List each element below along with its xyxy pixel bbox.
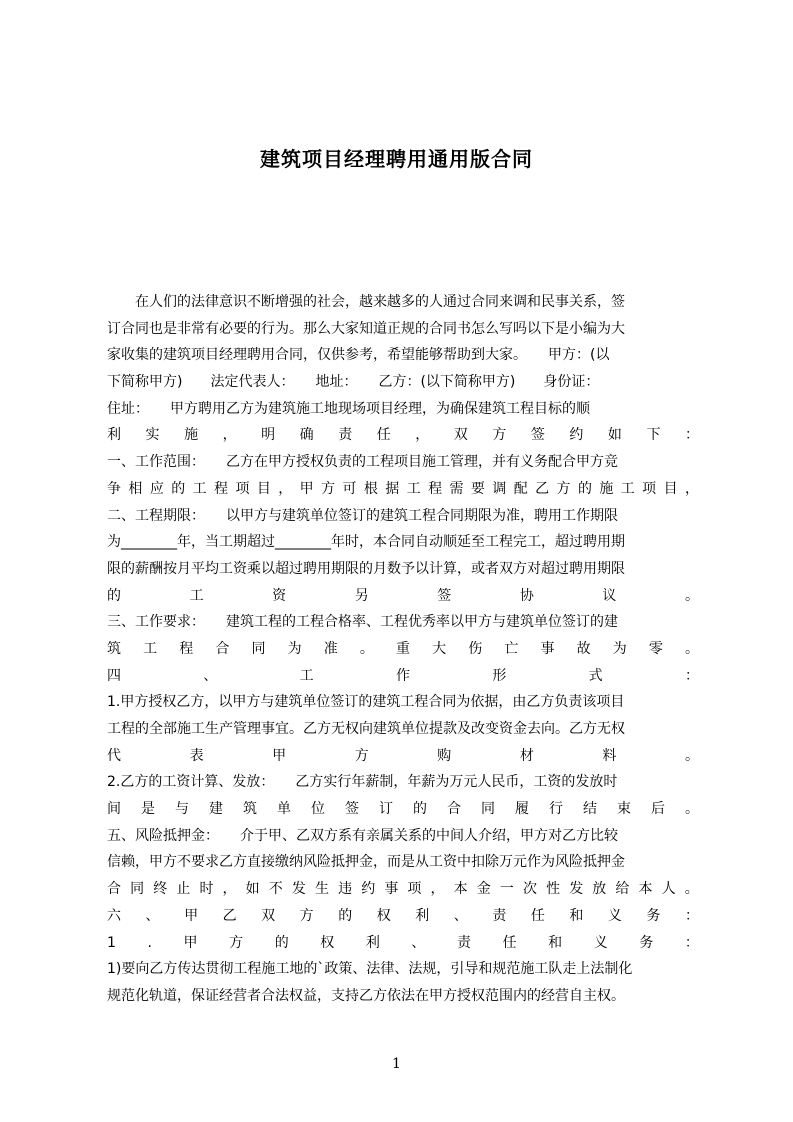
line-character: 乙 bbox=[535, 480, 550, 497]
line-character: 确 bbox=[299, 427, 314, 444]
line-character: 务 bbox=[639, 934, 654, 951]
line-character: 根 bbox=[363, 480, 378, 497]
paragraph-line: 订合同也是非常有必要的行为。那么大家知道正规的合同书怎么写吗以下是小编为大 bbox=[107, 320, 625, 337]
line-character: 四 bbox=[107, 667, 121, 684]
section-heading-line: 五、风险抵押金： 介于甲、乙双方系有亲属关系的中间人介绍，甲方对乙方比较 bbox=[107, 827, 618, 844]
line-character: 料 bbox=[602, 747, 617, 764]
line-character: 义 bbox=[593, 934, 608, 951]
line-character: 乙 bbox=[222, 907, 237, 924]
line-character: 施 bbox=[184, 427, 199, 444]
paragraph-line: 为________年，当工期超过________年时，本合同自动顺延至工程完工，超过聘用期 bbox=[107, 534, 625, 551]
line-character: 事 bbox=[384, 881, 399, 898]
paragraph-line: 家收集的建筑项目经理聘用合同，仅供参考，希望能够帮助到大家。 甲方：(以 bbox=[107, 347, 610, 364]
section-heading-line bbox=[107, 903, 699, 930]
line-character: 终 bbox=[153, 881, 168, 898]
line-character: 双 bbox=[261, 907, 276, 924]
line-character: 1 bbox=[107, 934, 116, 951]
line-character: 。 bbox=[685, 801, 699, 818]
line-character: 责 bbox=[492, 907, 507, 924]
section-heading-line: 二、工程期限： 以甲方与建筑单位签订的建筑工程合同期限为准，聘用工作期限 bbox=[107, 507, 618, 524]
justified-line bbox=[107, 876, 699, 903]
line-character: 实 bbox=[145, 427, 160, 444]
line-character: 式 bbox=[588, 667, 603, 684]
line-character: 的 bbox=[413, 801, 427, 818]
line-character: 项 bbox=[642, 480, 657, 497]
line-character: 约 bbox=[569, 427, 584, 444]
line-character: 程 bbox=[214, 480, 229, 497]
line-character: 位 bbox=[311, 801, 325, 818]
line-character: 据 bbox=[385, 480, 400, 497]
line-character: 双 bbox=[453, 427, 468, 444]
line-character: 形 bbox=[492, 667, 507, 684]
line-character: 工 bbox=[406, 480, 421, 497]
justified-line bbox=[107, 743, 699, 770]
line-character: 。 bbox=[684, 881, 699, 898]
line-character: 发 bbox=[569, 881, 584, 898]
line-character: 议 bbox=[602, 587, 617, 604]
line-character: 和 bbox=[569, 907, 584, 924]
line-character: 工 bbox=[299, 667, 314, 684]
line-character: 结 bbox=[583, 801, 597, 818]
line-character: 准 bbox=[323, 640, 338, 657]
line-character: 、 bbox=[203, 667, 218, 684]
line-character: 方 bbox=[354, 747, 369, 764]
line-character: 大 bbox=[432, 640, 447, 657]
line-character: 任 bbox=[376, 427, 391, 444]
line-character: 本 bbox=[453, 881, 468, 898]
line-character: 是 bbox=[141, 801, 155, 818]
line-character: 次 bbox=[522, 881, 537, 898]
line-character: 签 bbox=[437, 587, 452, 604]
line-character: 表 bbox=[189, 747, 204, 764]
line-character: 本 bbox=[638, 881, 653, 898]
justified-line bbox=[107, 796, 699, 823]
line-character: 零 bbox=[648, 640, 663, 657]
line-character: 利 bbox=[107, 427, 121, 444]
paragraph-line: 在人们的法律意识不断增强的社会，越来越多的人通过合同来调和民事关系，签 bbox=[107, 294, 625, 310]
line-character: 相 bbox=[128, 480, 143, 497]
line-character: 不 bbox=[268, 881, 283, 898]
line-character: 和 bbox=[548, 934, 563, 951]
line-character: 止 bbox=[176, 881, 191, 898]
line-character: 义 bbox=[607, 907, 622, 924]
line-character: 合 bbox=[107, 881, 121, 898]
paragraph-line: 限的薪酬按月平均工资乘以超过聘用期限的月数予以计算，或者双方对超过聘用期限 bbox=[107, 560, 625, 577]
line-character: 合 bbox=[215, 640, 230, 657]
line-character: 作 bbox=[395, 667, 410, 684]
line-character: 应 bbox=[149, 480, 164, 497]
line-character: ， bbox=[222, 427, 237, 444]
line-character: 签 bbox=[530, 427, 545, 444]
line-character: . bbox=[147, 934, 152, 951]
line-character: ： bbox=[684, 667, 699, 684]
line-character: 方 bbox=[229, 934, 244, 951]
line-character: 亡 bbox=[504, 640, 519, 657]
line-character: 人 bbox=[661, 881, 676, 898]
section-heading-line bbox=[107, 930, 699, 957]
line-character: 方 bbox=[556, 480, 571, 497]
line-character: 任 bbox=[502, 934, 517, 951]
line-character: 一 bbox=[499, 881, 514, 898]
line-character: 合 bbox=[447, 801, 461, 818]
document-body bbox=[107, 289, 699, 1010]
line-character: 方 bbox=[321, 480, 336, 497]
line-character: 方 bbox=[492, 427, 507, 444]
document-title: 建筑项目经理聘用通用版合同 bbox=[260, 147, 533, 171]
line-character: 金 bbox=[476, 881, 491, 898]
line-character: 如 bbox=[245, 881, 260, 898]
paragraph-line: 工程的全部施工生产管理事宜。乙方无权向建筑单位提款及改变资金去向。乙方无权 bbox=[107, 721, 625, 737]
line-character: 利 bbox=[415, 907, 430, 924]
line-character: 筑 bbox=[107, 640, 121, 657]
line-character: 责 bbox=[457, 934, 471, 951]
line-character: 需 bbox=[449, 480, 464, 497]
line-character: 配 bbox=[513, 480, 528, 497]
line-character: 、 bbox=[145, 907, 160, 924]
section-heading-line bbox=[107, 663, 699, 690]
line-character: 筑 bbox=[243, 801, 257, 818]
line-character: 后 bbox=[651, 801, 665, 818]
paragraph-line: 下简称甲方) 法定代表人： 地址： 乙方：(以下简称甲方) 身份证： bbox=[107, 374, 600, 391]
line-character: 协 bbox=[519, 587, 534, 604]
line-character: 。 bbox=[685, 640, 699, 657]
line-character: 争 bbox=[107, 480, 121, 497]
justified-line bbox=[107, 476, 699, 503]
line-character: 甲 bbox=[299, 480, 314, 497]
line-character: 单 bbox=[277, 801, 291, 818]
justified-line bbox=[107, 636, 699, 663]
line-character: 同 bbox=[481, 801, 495, 818]
line-character: 要 bbox=[470, 480, 485, 497]
line-character: 订 bbox=[379, 801, 393, 818]
line-character: 工 bbox=[189, 587, 204, 604]
line-character: 约 bbox=[361, 881, 376, 898]
paragraph-line: 规范化轨道，保证经营者合法权益，支持乙方依法在甲方授权范围内的经营自主权。 bbox=[107, 987, 625, 1004]
line-character: 材 bbox=[519, 747, 534, 764]
line-character: 权 bbox=[320, 934, 335, 951]
paragraph-line: 住址： 甲方聘用乙方为建筑施工地现场项目经理，为确保建筑工程目标的顺 bbox=[107, 400, 590, 417]
line-character: 的 bbox=[107, 587, 121, 604]
line-character: ： bbox=[684, 427, 699, 444]
line-character: 为 bbox=[287, 640, 302, 657]
line-character: 目 bbox=[663, 480, 678, 497]
line-character: 方 bbox=[299, 907, 314, 924]
line-character: 同 bbox=[251, 640, 266, 657]
line-character: 购 bbox=[437, 747, 452, 764]
justified-line bbox=[107, 422, 699, 449]
line-character: 同 bbox=[130, 881, 145, 898]
line-character: 。 bbox=[359, 640, 374, 657]
line-character: 事 bbox=[540, 640, 555, 657]
line-character: 束 bbox=[617, 801, 631, 818]
line-character: 的 bbox=[274, 934, 289, 951]
line-character: 程 bbox=[428, 480, 443, 497]
line-character: ， bbox=[684, 480, 699, 497]
section-heading-line: 三、工作要求： 建筑工程的工程合格率、工程优秀率以甲方与建筑单位签订的建 bbox=[107, 614, 618, 631]
line-character: 、 bbox=[453, 907, 468, 924]
line-character: ， bbox=[415, 427, 430, 444]
line-character: 目 bbox=[256, 480, 271, 497]
line-character: 时 bbox=[199, 881, 214, 898]
justified-line bbox=[107, 583, 699, 610]
line-character: 与 bbox=[175, 801, 189, 818]
line-character: 的 bbox=[171, 480, 186, 497]
line-character: 任 bbox=[530, 907, 545, 924]
line-character: 如 bbox=[607, 427, 622, 444]
line-character: 的 bbox=[338, 907, 353, 924]
line-character: ： bbox=[684, 907, 699, 924]
line-character: 项 bbox=[235, 480, 250, 497]
line-character: 项 bbox=[407, 881, 422, 898]
line-character: ， bbox=[222, 881, 237, 898]
line-character: 生 bbox=[314, 881, 329, 898]
line-character: 建 bbox=[209, 801, 223, 818]
line-character: 调 bbox=[492, 480, 507, 497]
line-character: 性 bbox=[546, 881, 561, 898]
line-character: 甲 bbox=[272, 747, 287, 764]
line-character: 。 bbox=[684, 587, 699, 604]
line-character: 放 bbox=[592, 881, 607, 898]
line-character: 发 bbox=[291, 881, 306, 898]
line-character: 工 bbox=[192, 480, 207, 497]
line-character: 责 bbox=[338, 427, 353, 444]
section-heading-line: 一、工作范围： 乙方在甲方授权负责的工程项目施工管理，并有义务配合甲方竞 bbox=[107, 454, 618, 471]
line-character: ， bbox=[430, 881, 445, 898]
line-character: 的 bbox=[577, 480, 592, 497]
line-character: 故 bbox=[576, 640, 591, 657]
line-character: 六 bbox=[107, 907, 121, 924]
line-character: ： bbox=[684, 934, 699, 951]
line-character: 甲 bbox=[183, 934, 198, 951]
line-character: 甲 bbox=[184, 907, 199, 924]
line-character: 工 bbox=[620, 480, 635, 497]
line-character: 代 bbox=[107, 747, 121, 764]
line-character: 另 bbox=[354, 587, 369, 604]
page-number: 1 bbox=[392, 1056, 401, 1072]
line-character: 重 bbox=[396, 640, 410, 657]
line-character: 间 bbox=[107, 801, 121, 818]
line-character: 程 bbox=[179, 640, 194, 657]
paragraph-line: 2.乙方的工资计算、发放： 乙方实行年薪制，年薪为万元人民币，工资的发放时 bbox=[107, 774, 618, 791]
line-character: 施 bbox=[599, 480, 614, 497]
line-character: 签 bbox=[345, 801, 359, 818]
line-character: 为 bbox=[612, 640, 627, 657]
line-character: 利 bbox=[365, 934, 380, 951]
line-character: 下 bbox=[646, 427, 661, 444]
line-character: 可 bbox=[342, 480, 357, 497]
line-character: ， bbox=[278, 480, 293, 497]
line-character: 权 bbox=[376, 907, 391, 924]
line-character: 履 bbox=[515, 801, 529, 818]
line-character: 给 bbox=[615, 881, 630, 898]
paragraph-line: 1)要向乙方传达贯彻工程施工地的`政策、法律、法规，引导和规范施工队走上法制化 bbox=[107, 961, 633, 978]
line-character: 。 bbox=[684, 747, 699, 764]
line-character: 、 bbox=[411, 934, 426, 951]
line-character: 务 bbox=[646, 907, 661, 924]
line-character: 违 bbox=[338, 881, 353, 898]
line-character: 行 bbox=[549, 801, 563, 818]
line-character: 工 bbox=[143, 640, 158, 657]
paragraph-line: 信赖，甲方不要求乙方直接缴纳风险抵押金，而是从工资中扣除万元作为风险抵押金 bbox=[107, 854, 625, 871]
line-character: 明 bbox=[261, 427, 276, 444]
paragraph-line: 1.甲方授权乙方，以甲方与建筑单位签订的建筑工程合同为依据，由乙方负责该项目 bbox=[107, 694, 625, 711]
line-character: 资 bbox=[272, 587, 287, 604]
line-character: 伤 bbox=[468, 640, 483, 657]
